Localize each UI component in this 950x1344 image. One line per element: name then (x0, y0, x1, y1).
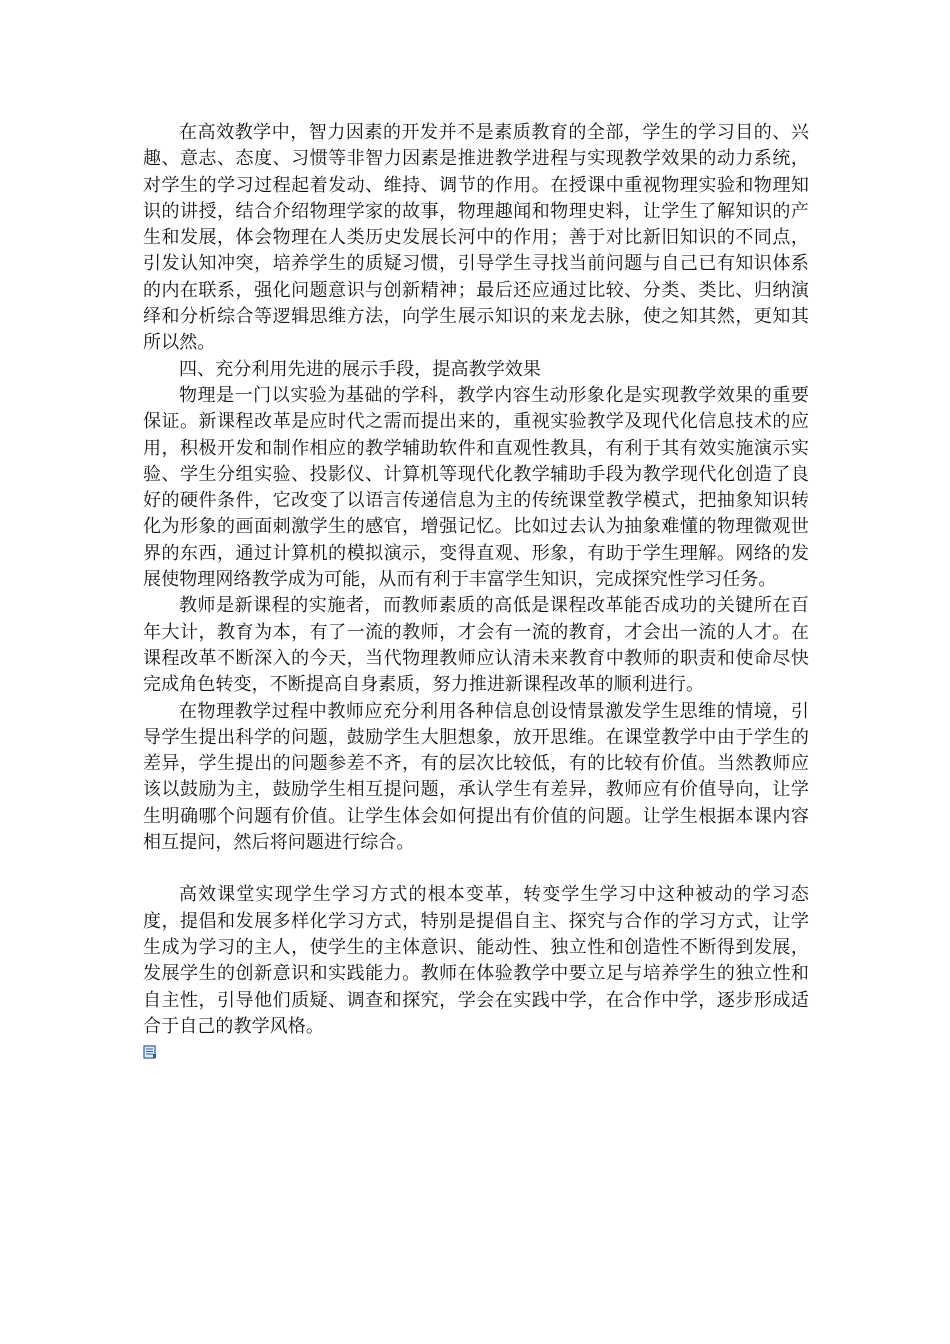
paragraph-5: 高效课堂实现学生学习方式的根本变革，转变学生学习中这种被动的学习态度，提倡和发展多样化学习方式，特别是提倡自主、探究与合作的学习方式，让学生成为学习的主人，使学生的主体意识、能动性、独立性和创造性不断得到发展，发展学生的创新意识和实践能力。教师在体验教学中要立足与培养学生的独立性和自主性，引导他们质疑、调查和探究，学会在实践中学，在合作中学，逐步形成适合于自己的教学风格。 (143, 884, 809, 1037)
paragraph-3: 教师是新课程的实施者，而教师素质的高低是课程改革能否成功的关键所在百年大计，教育为本，有了一流的教师，才会有一流的教育，才会出一流的人才。在课程改革不断深入的今天，当代物理教师应认清未来教育中教师的职责和使命尽快完成角色转变，不断提高自身素质，努力推进新课程改革的顺利进行。 (143, 595, 809, 696)
paragraph-1: 在高效教学中，智力因素的开发并不是素质教育的全部，学生的学习目的、兴趣、意志、态度、习惯等非智力因素是推进教学进程与实现教学效果的动力系统，对学生的学习过程起着发动、维持、调节的作用。在授课中重视物理实验和物理知识的讲授，结合介绍物理学家的故事，物理趣闻和物理史料，让学生了解知识的产生和发展，体会物理在人类历史发展长河中的作用；善于对比新旧知识的不同点，引发认知冲突，培养学生的质疑习惯，引导学生寻找当前问题与自己已有知识体系的内在联系，强化问题意识与创新精神；最后还应通过比较、分类、类比、归纳演绎和分析综合等逻辑思维方法，向学生展示知识的来龙去脉，使之知其然，更知其所以然。 (143, 122, 809, 354)
paragraph-4: 在物理教学过程中教师应充分利用各种信息创设情景激发学生思维的情境，引导学生提出科学的问题，鼓励学生大胆想象，放开思维。在课堂教学中由于学生的差异，学生提出的问题参差不齐，有的层次比较低，有的比较有价值。当然教师应该以鼓励为主，鼓励学生相互提问题，承认学生有差异，教师应有价值导向，让学生明确哪个问题有价值。让学生体会如何提出有价值的问题。让学生根据本课内容相互提问，然后将问题进行综合。 (143, 700, 809, 854)
document-body (143, 120, 809, 1040)
document-icon[interactable] (143, 1045, 157, 1059)
paragraph-2: 物理是一门以实验为基础的学科，教学内容生动形象化是实现教学效果的重要保证。新课程改革是应时代之需而提出来的，重视实验教学及现代化信息技术的应用，积极开发和制作相应的教学辅助软件和直观性教具，有利于其有效实施演示实验、学生分组实验、投影仪、计算机等现代化教学辅助手段为教学现代化创造了良好的硬件条件，它改变了以语言传递信息为主的传统课堂教学模式，把抽象知识转化为形象的画面刺激学生的感官，增强记忆。比如过去认为抽象难懂的物理微观世界的东西，通过计算机的模拟演示，变得直观、形象，有助于学生理解。网络的发展使物理网络教学成为可能，从而有利于丰富学生知识，完成探究性学习任务。 (143, 384, 809, 591)
section-heading-4: 四、充分利用先进的展示手段，提高教学效果 (179, 358, 541, 380)
